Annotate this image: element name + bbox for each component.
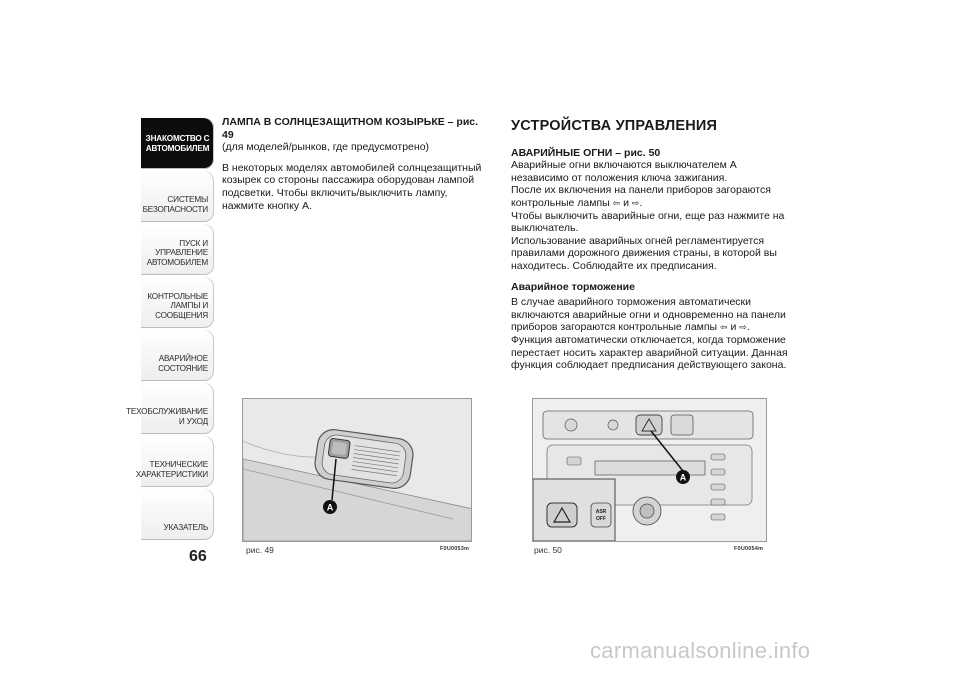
hazard-text-2: После их включения на панели приборов загораются контрольные лампы ⇦ и ⇨. bbox=[511, 184, 771, 209]
visor-lamp-section bbox=[222, 116, 484, 212]
figure-49-caption: рис. 49 bbox=[246, 545, 274, 555]
svg-text:A: A bbox=[326, 502, 334, 513]
figure-50 bbox=[532, 398, 767, 542]
visor-lamp-body: В некоторых моделях автомобилей солнцезащитный козырек со стороны пассажира оборудован лампой подсветки. Чтобы включить/выключить лампу, нажмите кнопку А. bbox=[222, 161, 482, 212]
tab-intro[interactable]: ЗНАКОМСТВО С АВТОМОБИЛЕМ bbox=[141, 118, 214, 169]
brake-text-1: В случае аварийного торможения автоматически включаются аварийные огни и одновременно на панели приборов загораются контрольные лампы ⇦ и ⇨. bbox=[511, 296, 786, 334]
svg-text:OFF: OFF bbox=[596, 516, 606, 522]
figure-50-caption: рис. 50 bbox=[534, 545, 562, 555]
visor-lamp-subheading: (для моделей/рынков, где предусмотрено) bbox=[222, 141, 430, 154]
left-arrow-icon: ⇦ bbox=[720, 322, 728, 333]
tab-specifications[interactable]: ТЕХНИЧЕСКИЕ ХАРАКТЕРИСТИКИ bbox=[141, 436, 214, 487]
visor-lamp-heading: ЛАМПА В СОЛНЦЕЗАЩИТНОМ КОЗЫРЬКЕ – рис. 49 bbox=[222, 116, 479, 141]
left-arrow-icon: ⇦ bbox=[612, 197, 621, 208]
section-title: УСТРОЙСТВА УПРАВЛЕНИЯ bbox=[511, 118, 718, 134]
figure-49-code: F0U0053m bbox=[440, 546, 470, 552]
svg-text:ASR: ASR bbox=[595, 509, 607, 515]
svg-text:A: A bbox=[679, 472, 687, 483]
tab-warning-lights[interactable]: КОНТРОЛЬНЫЕ ЛАМПЫ И СООБЩЕНИЯ bbox=[141, 277, 214, 328]
brake-text-2: Функция автоматически отключается, когда торможение перестает носить характер аварийной ситуации. Данная функция соблюдает предписания действующего закона. bbox=[511, 333, 788, 372]
hazard-text-3: Чтобы выключить аварийные огни, еще раз нажмите на выключатель. bbox=[511, 209, 785, 235]
figure-49 bbox=[242, 398, 472, 542]
page-number: 66 bbox=[189, 548, 207, 565]
controls-section bbox=[511, 116, 793, 372]
tab-index[interactable]: УКАЗАТЕЛЬ bbox=[141, 489, 214, 540]
tab-safety[interactable]: СИСТЕМЫ БЕЗОПАСНОСТИ bbox=[141, 171, 214, 222]
tab-driving[interactable]: ПУСК И УПРАВЛЕНИЕ АВТОМОБИЛЕМ bbox=[141, 224, 214, 275]
hazard-heading: АВАРИЙНЫЕ ОГНИ – рис. 50 bbox=[511, 146, 661, 159]
tab-maintenance[interactable]: ТЕХОБСЛУЖИВАНИЕ И УХОД bbox=[141, 383, 214, 434]
hazard-text-4: Использование аварийных огней регламентируется правилами дорожного движения страны, в которой вы находитесь. Соблюдайте их предписания. bbox=[511, 234, 777, 272]
chapter-sidebar bbox=[126, 118, 214, 542]
tab-emergency[interactable]: АВАРИЙНОЕ СОСТОЯНИЕ bbox=[141, 330, 214, 381]
dashboard-illustration bbox=[533, 399, 766, 541]
emergency-brake-heading: Аварийное торможение bbox=[511, 280, 635, 293]
right-arrow-icon: ⇨ bbox=[739, 322, 747, 333]
watermark: carmanualsonline.info bbox=[590, 638, 811, 663]
figure-50-code: F0U0054m bbox=[734, 546, 764, 552]
right-arrow-icon: ⇨ bbox=[631, 197, 640, 208]
hazard-text-1: Аварийные огни включаются выключателем А независимо от положения ключа зажигания. bbox=[511, 159, 737, 184]
sun-visor-illustration bbox=[243, 399, 471, 541]
